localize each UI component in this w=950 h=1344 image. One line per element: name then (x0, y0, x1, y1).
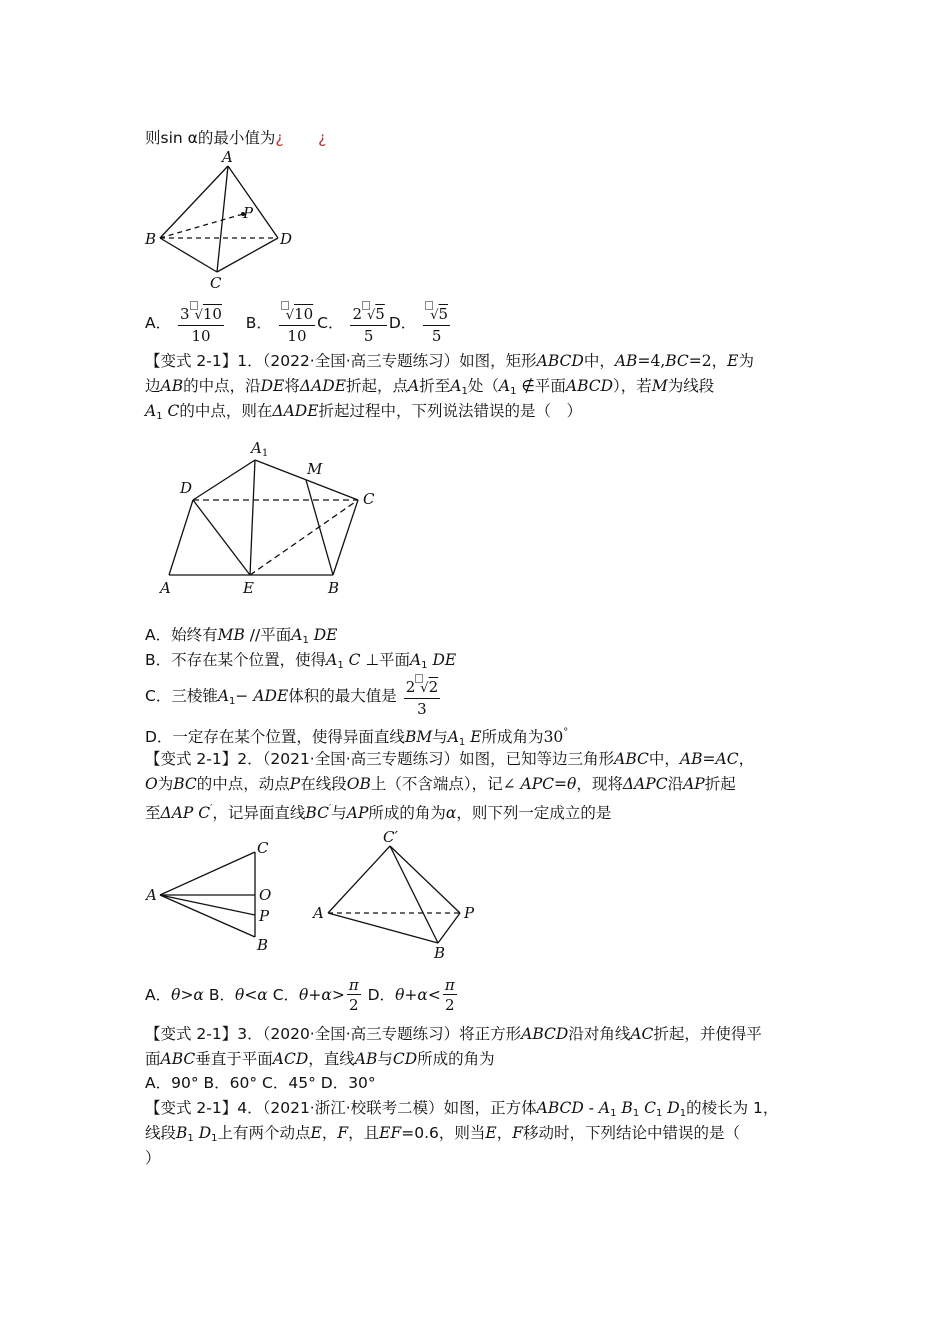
q4-t: ，且 (348, 1124, 380, 1142)
q2-t: ′ (210, 803, 213, 814)
q0-C-coef: 2 (352, 305, 362, 323)
q4-t: EF (379, 1124, 402, 1142)
q2-option-C-label: C． (272, 986, 300, 1004)
q4-t: E (485, 1124, 497, 1142)
figure-tetrahedron (140, 148, 310, 293)
q1-t: ABCD (565, 377, 614, 395)
q1-t: =4 (637, 352, 661, 370)
q3-options (145, 1072, 376, 1094)
q1-line-1 (145, 350, 754, 372)
q1-o: − ADE (235, 687, 289, 705)
fig3-label-B: B (257, 936, 269, 954)
edge-DE (193, 500, 250, 575)
q3-t: ABC (160, 1050, 196, 1068)
q2-line-3 (145, 798, 611, 824)
edge-A1E (250, 460, 255, 575)
q3-t: AB (354, 1050, 378, 1068)
q2-t: 所成的角为 (368, 804, 446, 822)
q2-t: 沿 (667, 775, 684, 793)
q4-t: F (512, 1124, 523, 1142)
q1-t: ABCD (536, 352, 584, 370)
edge-AC (328, 846, 390, 913)
q2-t: ，则下列一定成立的是 (456, 804, 612, 822)
fig4-label-C: C′ (383, 828, 398, 846)
q1-C-coef: 2 (405, 678, 416, 696)
q2-t: P (289, 775, 301, 793)
q1-option-C-fraction: $\frac{2 √2}{3}$ (404, 674, 440, 719)
q2-options (145, 973, 459, 1017)
q2-option-B-expr: θ<α (234, 986, 268, 1004)
q1-t: 的中点，则在 (179, 402, 273, 420)
q1-t: ΔADE (272, 402, 319, 420)
q1-t: 1 (461, 386, 468, 397)
q4-t: F (337, 1124, 349, 1142)
edge-AB (328, 913, 438, 943)
q1-t: 折起过程中，下列说法错误的是（ ） (318, 402, 583, 420)
q1-o: BM (404, 728, 433, 746)
q0-options (145, 301, 452, 346)
q1-t: ），若 (613, 377, 652, 395)
q1-o: A．始终有 (145, 626, 218, 644)
q2-t: AC (715, 750, 739, 768)
q2-option-D-expr: θ+α< (395, 986, 441, 1004)
q3-t: 折起，并使得平 (653, 1025, 762, 1043)
edge-BC (160, 238, 217, 272)
q2-t: 中， (648, 750, 680, 768)
q1-o: ° (563, 727, 569, 738)
q1-t: 折至 (419, 377, 451, 395)
q2-t: = (554, 775, 568, 793)
q2-t: ，现将 (576, 775, 623, 793)
q0-A-den: 10 (191, 327, 211, 345)
q4-line-3 (145, 1147, 161, 1169)
q0-B-den: 10 (287, 327, 307, 345)
q2-option-A-expr: θ>α (171, 986, 204, 1004)
q4-t: ， (321, 1124, 338, 1142)
intro-text: 则sin α的最小值为 (145, 129, 276, 147)
q1-t: BC (665, 352, 689, 370)
fig2-label-B: B (328, 579, 340, 597)
q1-o: 所成角为 (481, 728, 544, 746)
q4-t: 1 (211, 1133, 218, 1144)
q1-o: 1 (229, 696, 236, 707)
q4-t: ） (145, 1149, 161, 1167)
fig1-label-A: A (222, 148, 233, 166)
fig1-label-P: P (243, 204, 254, 222)
q2-D-two: 2 (445, 996, 455, 1014)
q1-t: 处（ (467, 377, 499, 395)
q0-C-rad: 5 (375, 305, 385, 323)
fig3-label-P: P (259, 907, 270, 925)
q2-t: = (702, 750, 716, 768)
q1-t: 为 (738, 352, 754, 370)
q1-o: C．三棱锥 (145, 687, 218, 705)
q1-t: 中， (583, 352, 615, 370)
q3-t: ，直线 (308, 1050, 355, 1068)
q2-line-1 (145, 748, 754, 770)
q1-o: 1 (302, 635, 309, 646)
q4-t: C (639, 1099, 656, 1117)
q4-t: ， (496, 1124, 513, 1142)
fig4-label-P: P (464, 904, 475, 922)
q3-t: 所成的角为 (417, 1050, 495, 1068)
edge-AP (160, 895, 255, 915)
q4-t: 1 (610, 1108, 617, 1119)
q1-o: MB (217, 626, 245, 644)
q4-t: 上有两个动点 (217, 1124, 311, 1142)
q1-t: ∉平面 (516, 377, 566, 395)
q3-line-1 (145, 1023, 762, 1045)
fig3-label-A: A (146, 886, 157, 904)
q3-t: AC (630, 1025, 654, 1043)
q2-t: 【变式 2-1】2．（2021·全国·高三专题练习）如图，已知等边三角形 (145, 750, 615, 768)
q2-option-B-label: B． (208, 986, 235, 1004)
q1-option-C (145, 674, 442, 724)
edge-CP (390, 846, 460, 913)
edge-AB (160, 166, 228, 238)
q1-o: DE (308, 626, 338, 644)
q1-o: DE (427, 651, 457, 669)
q4-t: 移动时，下列结论中错误的是（ (522, 1124, 740, 1142)
q1-t: =2， (688, 352, 728, 370)
q2-C-pi: π (348, 976, 359, 994)
q0-C-den: 5 (363, 327, 374, 345)
edge-PB (438, 913, 460, 943)
q2-t: BC (305, 804, 329, 822)
intro-mark-1: ¿ (275, 129, 284, 147)
q1-o: B．不存在某个位置，使得 (145, 651, 327, 669)
fig2-label-M: M (307, 460, 323, 478)
q2-t: ABC (614, 750, 649, 768)
edge-EC (250, 500, 358, 575)
q1-option-A (145, 624, 338, 652)
edge-AC (217, 166, 228, 272)
q1-t: M (651, 377, 668, 395)
q0-option-C-fraction: $\frac{2 √5}{5}$ (350, 301, 386, 346)
q2-t: ，记异面直线 (212, 804, 306, 822)
q1-t: AB (160, 377, 184, 395)
q2-t: AP (683, 775, 705, 793)
q4-t: 1 (187, 1133, 194, 1144)
fig4-label-B: B (434, 944, 446, 962)
q1-t: , (660, 352, 666, 370)
q0-option-D-label: D． (388, 314, 417, 332)
q2-t: OB (346, 775, 371, 793)
q2-t: ′ (328, 803, 332, 814)
q1-t: A (408, 377, 420, 395)
q1-t: ΔADE (299, 377, 347, 395)
fig2-A1-sub: 1 (261, 448, 269, 459)
q1-o: 1 (421, 660, 428, 671)
q2-option-C-expr: θ+α> (299, 986, 345, 1004)
q3-t: 与 (377, 1050, 393, 1068)
fig2-label-C: C (363, 490, 375, 508)
q2-option-D-label: D． (367, 986, 396, 1004)
edge-CB (390, 846, 438, 943)
q2-t: BC (173, 775, 197, 793)
edge-BC (333, 500, 358, 575)
q2-t: ∠ APC (502, 775, 555, 793)
q2-t: 上（不含端点），记 (370, 775, 503, 793)
q2-option-A-label: A． (145, 986, 172, 1004)
q2-t: 为 (157, 775, 174, 793)
fig3-label-O: O (259, 886, 272, 904)
q2-t: ， (738, 750, 755, 768)
q1-o: E (465, 728, 482, 746)
q0-A-coef: 3 (180, 305, 190, 323)
q1-t: E (727, 352, 739, 370)
q2-t: ΔAPC (622, 775, 668, 793)
q1-t: A (145, 402, 157, 420)
fig1-label-C: C (210, 274, 222, 292)
q1-t: 1 (156, 411, 163, 422)
fig2-A1-letter: A (251, 439, 262, 457)
q4-t: 1 (632, 1108, 640, 1119)
edge-MB (306, 480, 333, 575)
figure-folded-rectangle (155, 435, 395, 605)
q2-D-pi: π (444, 976, 455, 994)
fig2-label-E: E (243, 579, 254, 597)
q1-t: C (162, 402, 180, 420)
q2-t: AB (679, 750, 703, 768)
q2-t: 至 (145, 804, 161, 822)
q3-options-text: A．90° B．60° C．45° D．30° (145, 1074, 376, 1092)
q4-line-2 (145, 1122, 740, 1150)
q0-option-A-label: A． (145, 314, 172, 332)
q3-t: ACD (272, 1050, 309, 1068)
q2-t: AP (346, 804, 369, 822)
q1-line-3 (145, 400, 582, 428)
fig1-label-B: B (145, 230, 157, 248)
q1-C-den: 3 (417, 700, 427, 718)
q3-t: 沿对角线 (568, 1025, 631, 1043)
q1-option-B (145, 649, 456, 677)
q1-o: 30 (543, 728, 564, 746)
fig4-label-A: A (313, 904, 324, 922)
q2-line-2 (145, 773, 736, 795)
q2-t: 的中点，动点 (196, 775, 290, 793)
intro-mark-2: ¿ (318, 129, 327, 147)
edge-CD (217, 238, 278, 272)
q4-t: 1 (656, 1108, 663, 1119)
q1-o: C (343, 651, 361, 669)
q4-t: 【变式 2-1】4．（2021·浙江·校联考二模）如图，正方体 (145, 1099, 537, 1117)
q2-C-two: 2 (348, 996, 359, 1014)
q0-option-A-fraction: $\frac{3 √10}{10}$ (178, 301, 224, 346)
q2-t: θ (567, 775, 577, 793)
q2-option-C-fraction (347, 976, 361, 1015)
fig2-label-A: A (160, 579, 171, 597)
q1-C-rad: 2 (428, 678, 439, 696)
q1-t: A (498, 377, 511, 395)
edge-AC (160, 852, 255, 895)
q2-t: 与 (331, 804, 347, 822)
q0-D-den: 5 (431, 327, 442, 345)
q4-t: D (193, 1124, 212, 1142)
q4-t: B (616, 1099, 633, 1117)
figure-folded-tetrahedron (310, 825, 485, 965)
q1-o: A (409, 651, 422, 669)
q1-o: //平面 (244, 626, 292, 644)
q1-o: A (217, 687, 230, 705)
q3-line-2 (145, 1048, 495, 1070)
fig1-label-D: D (280, 230, 293, 248)
q1-line-2 (145, 375, 714, 403)
q3-t: ABCD (521, 1025, 569, 1043)
q0-B-rad: 10 (294, 305, 314, 323)
q1-o: 1 (458, 737, 466, 748)
q4-t: 1 (679, 1108, 687, 1119)
fig2-label-D: D (180, 479, 193, 497)
edge-AB (160, 895, 255, 937)
edge-AD (169, 500, 193, 575)
q0-option-B-label: B． (245, 314, 272, 332)
q2-t: 在线段 (300, 775, 347, 793)
q1-o: ⊥平面 (360, 651, 410, 669)
q1-t: AB (614, 352, 638, 370)
edge-BP (160, 214, 243, 238)
q2-t: O (145, 775, 158, 793)
q3-t: 面 (145, 1050, 161, 1068)
q1-t: 折起，点 (346, 377, 409, 395)
q2-t: ΔAP C (160, 804, 211, 822)
q4-t: =0.6，则当 (401, 1124, 486, 1142)
q3-t: 垂直于平面 (195, 1050, 273, 1068)
q1-o: 与 (432, 728, 448, 746)
q1-t: A (450, 377, 462, 395)
q4-t: D (662, 1099, 680, 1117)
q1-o: D．一定存在某个位置，使得异面直线 (145, 728, 405, 746)
intro-line (145, 127, 326, 149)
q0-option-D-fraction: $\frac{√5}{5}$ (423, 301, 450, 346)
q2-t: α (445, 804, 457, 822)
q1-t: 将 (284, 377, 300, 395)
q4-t: ABCD - A (536, 1099, 611, 1117)
q4-t: 的棱长为 1， (686, 1099, 779, 1117)
fig2-label-A1 (249, 439, 268, 459)
q0-option-B-fraction: $\frac{√10}{10}$ (279, 301, 315, 346)
q4-t: 线段 (145, 1124, 177, 1142)
q1-o: 体积的最大值是 (288, 687, 397, 705)
fig3-label-C: C (257, 839, 269, 857)
q1-t: 【变式 2-1】1．（2022·全国·高三专题练习）如图，矩形 (145, 352, 537, 370)
q1-o: A (447, 728, 459, 746)
q1-t: 的中点，沿 (183, 377, 261, 395)
q4-t: E (310, 1124, 322, 1142)
q1-t: 1 (510, 386, 517, 397)
q1-t: 边 (145, 377, 161, 395)
q3-t: 【变式 2-1】3．（2020·全国·高三专题练习）将正方形 (145, 1025, 522, 1043)
q1-o: A (291, 626, 303, 644)
q2-t: 折起 (704, 775, 736, 793)
q0-D-rad: 5 (438, 305, 449, 323)
q4-line-1 (145, 1097, 778, 1125)
q1-t: 为线段 (667, 377, 715, 395)
q1-t: DE (260, 377, 285, 395)
q3-t: CD (392, 1050, 418, 1068)
q1-o: 1 (337, 660, 344, 671)
q0-option-C-label: C． (317, 314, 344, 332)
edge-DA1 (193, 460, 255, 500)
q1-o: A (326, 651, 338, 669)
q4-t: B (176, 1124, 188, 1142)
figure-triangle-apc (140, 835, 290, 960)
q2-option-D-fraction (443, 976, 457, 1015)
edge-AD (228, 166, 278, 238)
q0-A-rad: 10 (202, 305, 222, 323)
